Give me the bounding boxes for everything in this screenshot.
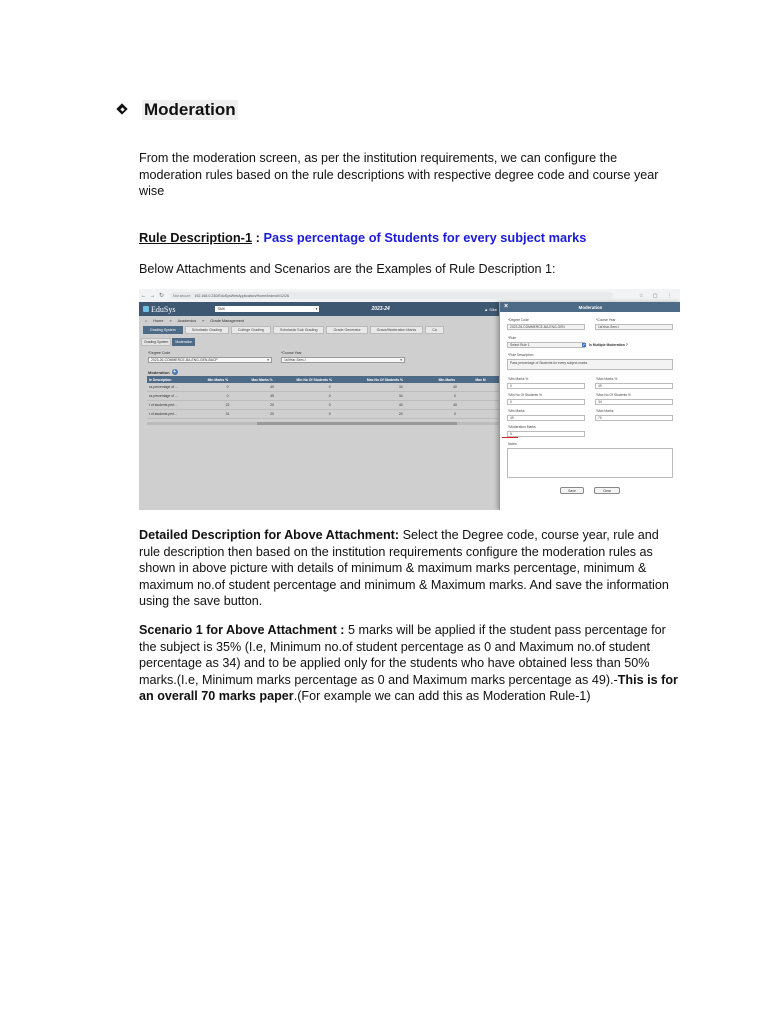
breadcrumb: ⌂ Home » Academics » Grade Management bbox=[145, 319, 245, 323]
table-row: t of students pert... 31 20 0 20 0 bbox=[147, 410, 499, 419]
tab-grade-generator: Grade Generator bbox=[326, 326, 367, 334]
attachments-intro: Below Attachments and Scenarios are the Examples of Rule Description 1: bbox=[139, 262, 556, 276]
modal-max-students-input: 34 bbox=[595, 399, 673, 405]
validation-underline bbox=[502, 437, 518, 438]
breadcrumb-academics: Academics bbox=[177, 319, 197, 323]
tab-truncated: Ca bbox=[425, 326, 444, 334]
brand-name: EduSys bbox=[151, 304, 176, 314]
institution-select bbox=[215, 306, 319, 312]
browser-toolbar-icons: ☆ ▢ ⋮ bbox=[639, 292, 676, 299]
table-row: ss percentage of ... 0 45 0 34 0 bbox=[147, 392, 499, 401]
add-icon: + bbox=[173, 369, 177, 375]
breadcrumb-home: Home bbox=[153, 319, 164, 323]
moderation-modal bbox=[499, 302, 680, 510]
degree-code-label: *Degree Code bbox=[148, 351, 171, 355]
breadcrumb-grade-management: Grade Management bbox=[210, 319, 245, 323]
clear-button: Clear bbox=[594, 487, 620, 494]
checkbox-checked-icon: ✓ bbox=[582, 343, 586, 347]
col-max-marks: Max M bbox=[473, 376, 499, 383]
rule-description-colon: : bbox=[252, 230, 260, 245]
back-icon: ← bbox=[140, 292, 147, 299]
scenario-text: 5 marks will be applied if the student pass percentage for the subject is 35% (I.e, Minimum no.of student percentage as 0 and Maximum no.of student percentage as 34) and to be applied only for the students who have obtained less than 50% marks.(I.e, Minimum marks percentage as 0 and Maximum marks percentage as 49).- bbox=[139, 623, 666, 687]
modal-max-marks-label: *Max Marks bbox=[596, 409, 614, 413]
sub-tabs bbox=[141, 338, 195, 346]
institution-select-value: SMK bbox=[217, 307, 226, 311]
scrollbar-thumb bbox=[257, 422, 457, 425]
chevron-down-icon: ▾ bbox=[267, 358, 269, 362]
rule-description-value: Pass percentage of Students for every subject marks bbox=[259, 230, 587, 245]
logo-icon bbox=[143, 306, 149, 312]
modal-rule-label: *Rule bbox=[508, 336, 517, 340]
modal-rule-desc-label: *Rule Description bbox=[508, 353, 534, 357]
app-header bbox=[139, 302, 499, 316]
moderation-list-title: Moderation + bbox=[148, 369, 177, 375]
modal-max-marks-pct-input: 49 bbox=[595, 383, 673, 389]
reload-icon: ↻ bbox=[158, 293, 165, 299]
degree-code-select: 2023-26-COMMERCE-BA-ENG-GEN-BACP ▾ bbox=[148, 357, 272, 363]
course-year-select: 1stYear-Sem-I ▾ bbox=[281, 357, 405, 363]
scenario-bold-text: This is for an overall 70 marks paper bbox=[139, 672, 678, 703]
chevron-down-icon: ▾ bbox=[315, 307, 318, 311]
modal-notes-input bbox=[507, 448, 673, 478]
col-max-marks-pct: Max Marks % bbox=[249, 376, 294, 383]
rule-description-key: Rule Description-1 bbox=[139, 230, 253, 245]
forward-icon: → bbox=[149, 292, 156, 299]
modal-notes-label: Notes bbox=[508, 442, 517, 446]
subtab-moderation: Moderation bbox=[172, 338, 195, 346]
tab-grading-system: Grading System bbox=[143, 326, 183, 334]
table-row: ss percentage of ... 0 40 0 34 40 bbox=[147, 383, 499, 392]
url-text: 192.168.0.230/EduSysWebApplication/Home/Index#!/12/26 bbox=[194, 293, 290, 298]
col-rule-description: le Description bbox=[147, 376, 206, 383]
tab-grace-moderation: Grace/Moderation Marks bbox=[370, 326, 424, 334]
multiple-moderation-checkbox bbox=[582, 343, 628, 347]
modal-min-students-input: 0 bbox=[507, 399, 585, 405]
col-min-students: Min No Of Students % bbox=[295, 376, 365, 383]
modal-min-marks-input: 49 bbox=[507, 415, 585, 421]
modal-rule-input: Select Rule 1 bbox=[507, 342, 585, 348]
modal-course-year-input: 1stYear-Sem-I bbox=[595, 324, 673, 330]
tab-college-grading: College Grading bbox=[231, 326, 271, 334]
home-icon: ⌂ bbox=[145, 319, 148, 323]
moderation-table bbox=[147, 376, 499, 419]
academic-year: 2023-24 bbox=[371, 306, 390, 312]
table-row: t of students pert... 22 20 0 40 40 bbox=[147, 401, 499, 410]
chevron-down-icon: ▾ bbox=[400, 358, 402, 362]
tab-scholastic-sub-grading: Scholastic Sub Grading bbox=[273, 326, 325, 334]
table-scrollbar bbox=[147, 422, 499, 425]
detailed-description bbox=[139, 527, 679, 610]
modal-max-marks-pct-label: *Max Marks % bbox=[596, 377, 618, 381]
modal-title: Moderation bbox=[578, 304, 603, 310]
attachment-screenshot bbox=[139, 289, 680, 510]
col-max-students: Max No Of Students % bbox=[365, 376, 437, 383]
section-heading bbox=[116, 100, 238, 120]
browser-bar bbox=[139, 289, 680, 303]
multiple-moderation-label: Is Multiple Moderation ? bbox=[589, 343, 628, 347]
heading-text: Moderation bbox=[144, 100, 236, 119]
subtab-grading-system: Grading System bbox=[141, 338, 171, 346]
modal-max-students-label: *Max No Of Students % bbox=[596, 393, 631, 397]
close-icon: × bbox=[504, 303, 509, 310]
modal-degree-code-label: *Degree Code bbox=[508, 318, 529, 322]
modal-course-year-label: *Course Year bbox=[596, 318, 616, 322]
app-logo bbox=[143, 305, 175, 314]
not-secure-label: Not secure bbox=[173, 293, 191, 298]
modal-min-marks-pct-input: 0 bbox=[507, 383, 585, 389]
col-min-marks: Min Marks bbox=[437, 376, 474, 383]
save-button: Save bbox=[560, 487, 584, 494]
course-year-label: *Course Year bbox=[281, 351, 302, 355]
modal-mod-marks-label: *Moderation Marks bbox=[508, 425, 536, 429]
modal-min-students-label: *Min No Of Students % bbox=[508, 393, 542, 397]
address-bar bbox=[170, 292, 613, 299]
modal-mod-marks-input: 5 bbox=[507, 431, 585, 437]
intro-paragraph: From the moderation screen, as per the institution requirements, we can configure the moderation rules based on the rule descriptions with respective degree code and course year wise bbox=[139, 151, 659, 198]
scenario-paragraph bbox=[139, 622, 679, 705]
detailed-description-label: Detailed Description for Above Attachment: bbox=[139, 528, 400, 542]
modal-degree-code-input: 2023-26-COMMERCE-BA-ENG-GEN bbox=[507, 324, 585, 330]
detailed-description-text: Select the Degree code, course year, rule and rule description then based on the institution requirements configure the moderation rules as shown in above picture with details of minimum & maximum marks percentage, minimum & maximum no.of student percentage and minimum & Maximum marks. And save the information using the save button. bbox=[139, 528, 669, 608]
modal-min-marks-pct-label: *Min Marks % bbox=[508, 377, 529, 381]
modal-rule-desc-input: Pass percentage of Students for every subject marks bbox=[507, 359, 673, 370]
modal-max-marks-input: 70 bbox=[595, 415, 673, 421]
table-header-row bbox=[147, 376, 499, 383]
scenario-label: Scenario 1 for Above Attachment : bbox=[139, 623, 345, 637]
module-tabs bbox=[143, 326, 444, 334]
modal-min-marks-label: *Min Marks bbox=[508, 409, 525, 413]
tab-scholastic-grading: Scholastic Grading bbox=[185, 326, 229, 334]
modal-header bbox=[500, 302, 680, 312]
scenario-tail: .(For example we can add this as Moderation Rule-1) bbox=[293, 689, 591, 703]
col-min-marks-pct: Min Marks % bbox=[206, 376, 250, 383]
diamond-bullet-icon bbox=[116, 103, 130, 117]
rule-description-line bbox=[139, 230, 679, 247]
user-label: ▲ Sike bbox=[484, 306, 497, 312]
